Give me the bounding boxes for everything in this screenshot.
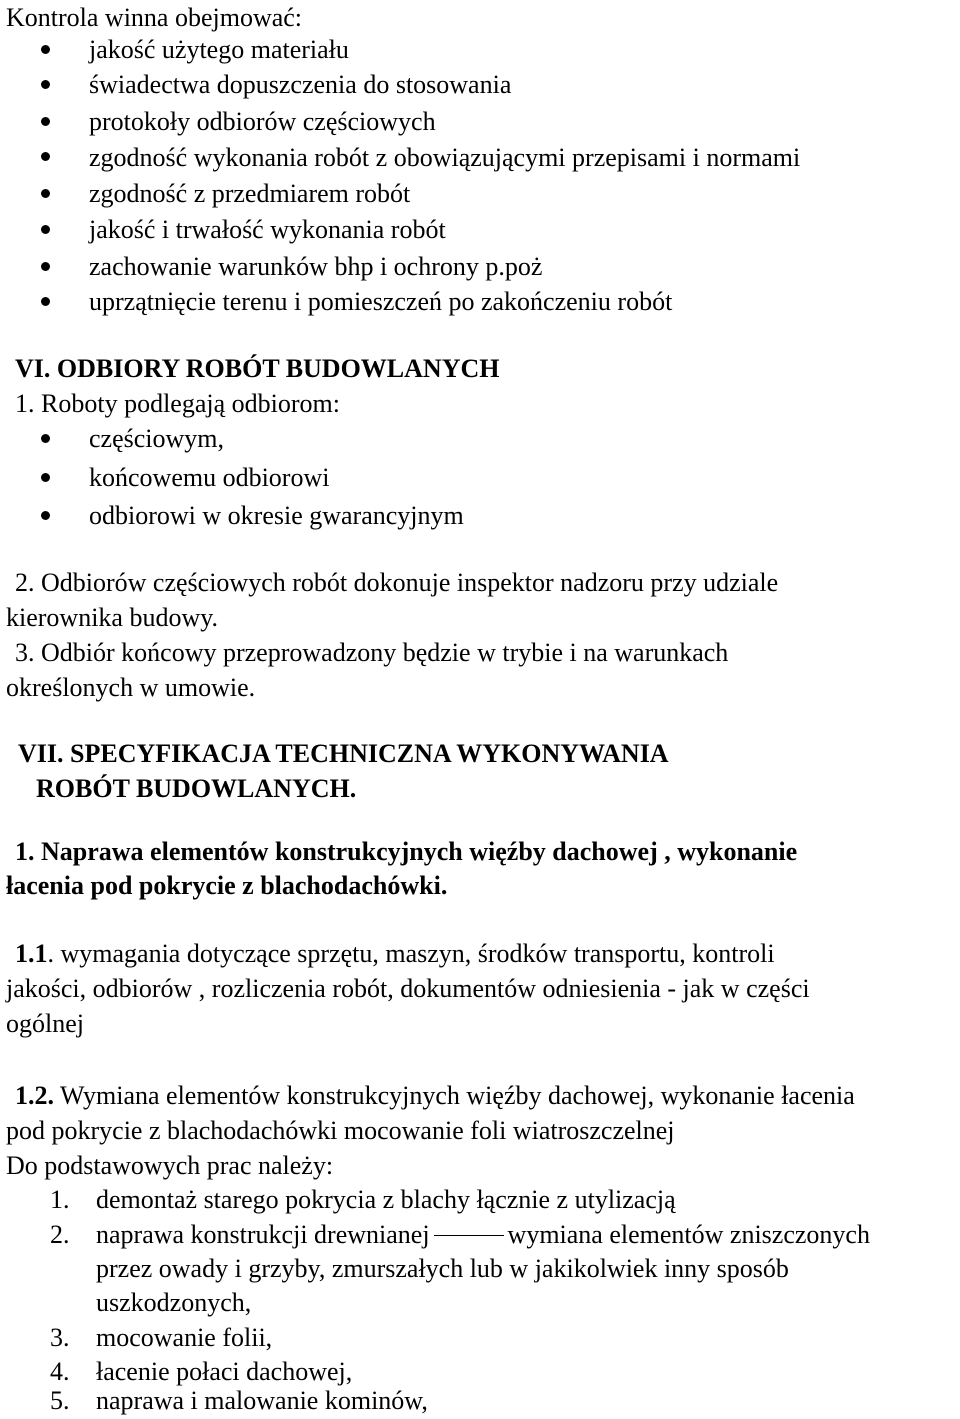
bullet-icon: [41, 80, 50, 89]
control-item: świadectwa dopuszczenia do stosowania: [89, 70, 512, 99]
section-vi-p3-line2: określonych w umowie.: [6, 673, 256, 702]
section-1-2-line1: [15, 1078, 855, 1113]
section-1-1-line1: [15, 936, 775, 971]
section-1-1-number: 1.1: [15, 939, 48, 968]
task-text: łacenie połaci dachowej,: [96, 1357, 353, 1386]
receipt-type-item: końcowemu odbiorowi: [89, 463, 330, 492]
bullet-icon: [41, 511, 50, 520]
section-vi-p2-line1: 2. Odbiorów częściowych robót dokonuje inspektor nadzoru przy udziale: [15, 568, 779, 597]
bullet-icon: [41, 473, 50, 482]
receipt-type-item: odbiorowi w okresie gwarancyjnym: [89, 501, 464, 530]
bullet-icon: [41, 225, 50, 234]
basic-works-intro: Do podstawowych prac należy:: [6, 1151, 334, 1180]
task-text-line2: przez owady i grzyby, zmurszałych lub w jakikolwiek inny sposób: [96, 1254, 789, 1283]
bullet-icon: [41, 434, 50, 443]
bullet-icon: [41, 297, 50, 306]
task-number: 5.: [50, 1386, 70, 1415]
control-item: jakość i trwałość wykonania robót: [89, 215, 446, 244]
task-text: demontaż starego pokrycia z blachy łącznie z utylizacją: [96, 1185, 676, 1214]
task-number: 3.: [50, 1323, 70, 1352]
bullet-icon: [41, 189, 50, 198]
section-1-2-line2: pod pokrycie z blachodachówki mocowanie foli wiatroszczelnej: [6, 1116, 675, 1145]
section-1-1-text: . wymagania dotyczące sprzętu, maszyn, środków transportu, kontroli: [47, 939, 775, 968]
task-number: 1.: [50, 1185, 70, 1214]
task-text-b: wymiana elementów zniszczonych: [507, 1220, 870, 1249]
section-1-1-line3: ogólnej: [6, 1009, 84, 1038]
bullet-icon: [41, 262, 50, 271]
section-vii-heading-line1: VII. SPECYFIKACJA TECHNICZNA WYKONYWANIA: [18, 739, 669, 768]
section-vi-p1: 1. Roboty podlegają odbiorom:: [15, 389, 340, 418]
bullet-icon: [41, 45, 50, 54]
em-dash-rule: [434, 1235, 504, 1236]
task-text: mocowanie folii,: [96, 1323, 273, 1352]
task-number: 2.: [50, 1220, 70, 1249]
section-1-heading-line1: 1. Naprawa elementów konstrukcyjnych więźby dachowej , wykonanie: [15, 837, 798, 866]
control-item: protokoły odbiorów częściowych: [89, 107, 436, 136]
control-item: jakość użytego materiału: [89, 35, 349, 64]
control-intro: Kontrola winna obejmować:: [6, 3, 303, 32]
control-item: uprzątnięcie terenu i pomieszczeń po zakończeniu robót: [89, 287, 673, 316]
task-text-line3: uszkodzonych,: [96, 1288, 252, 1317]
task-text-a: naprawa konstrukcji drewnianej: [96, 1220, 430, 1249]
section-1-2-text: Wymiana elementów konstrukcyjnych więźby dachowej, wykonanie łacenia: [54, 1081, 855, 1110]
section-vi-heading: VI. ODBIORY ROBÓT BUDOWLANYCH: [15, 354, 500, 383]
task-number: 4.: [50, 1357, 70, 1386]
section-1-1-line2: jakości, odbiorów , rozliczenia robót, dokumentów odniesienia - jak w części: [6, 974, 810, 1003]
section-vi-p3-line1: 3. Odbiór końcowy przeprowadzony będzie w trybie i na warunkach: [15, 638, 729, 667]
section-vi-p2-line2: kierownika budowy.: [6, 603, 219, 632]
bullet-icon: [41, 152, 50, 161]
control-item: zgodność z przedmiarem robót: [89, 179, 411, 208]
bullet-icon: [41, 117, 50, 126]
control-item: zgodność wykonania robót z obowiązującymi przepisami i normami: [89, 143, 801, 172]
control-item: zachowanie warunków bhp i ochrony p.poż: [89, 252, 543, 281]
task-text: naprawa i malowanie kominów,: [96, 1386, 428, 1415]
section-1-heading-line2: łacenia pod pokrycie z blachodachówki.: [6, 871, 448, 900]
section-1-2-number: 1.2.: [15, 1081, 54, 1110]
section-vii-heading-line2: ROBÓT BUDOWLANYCH.: [36, 774, 357, 803]
task-text-line1: [96, 1217, 870, 1252]
receipt-type-item: częściowym,: [89, 424, 225, 453]
